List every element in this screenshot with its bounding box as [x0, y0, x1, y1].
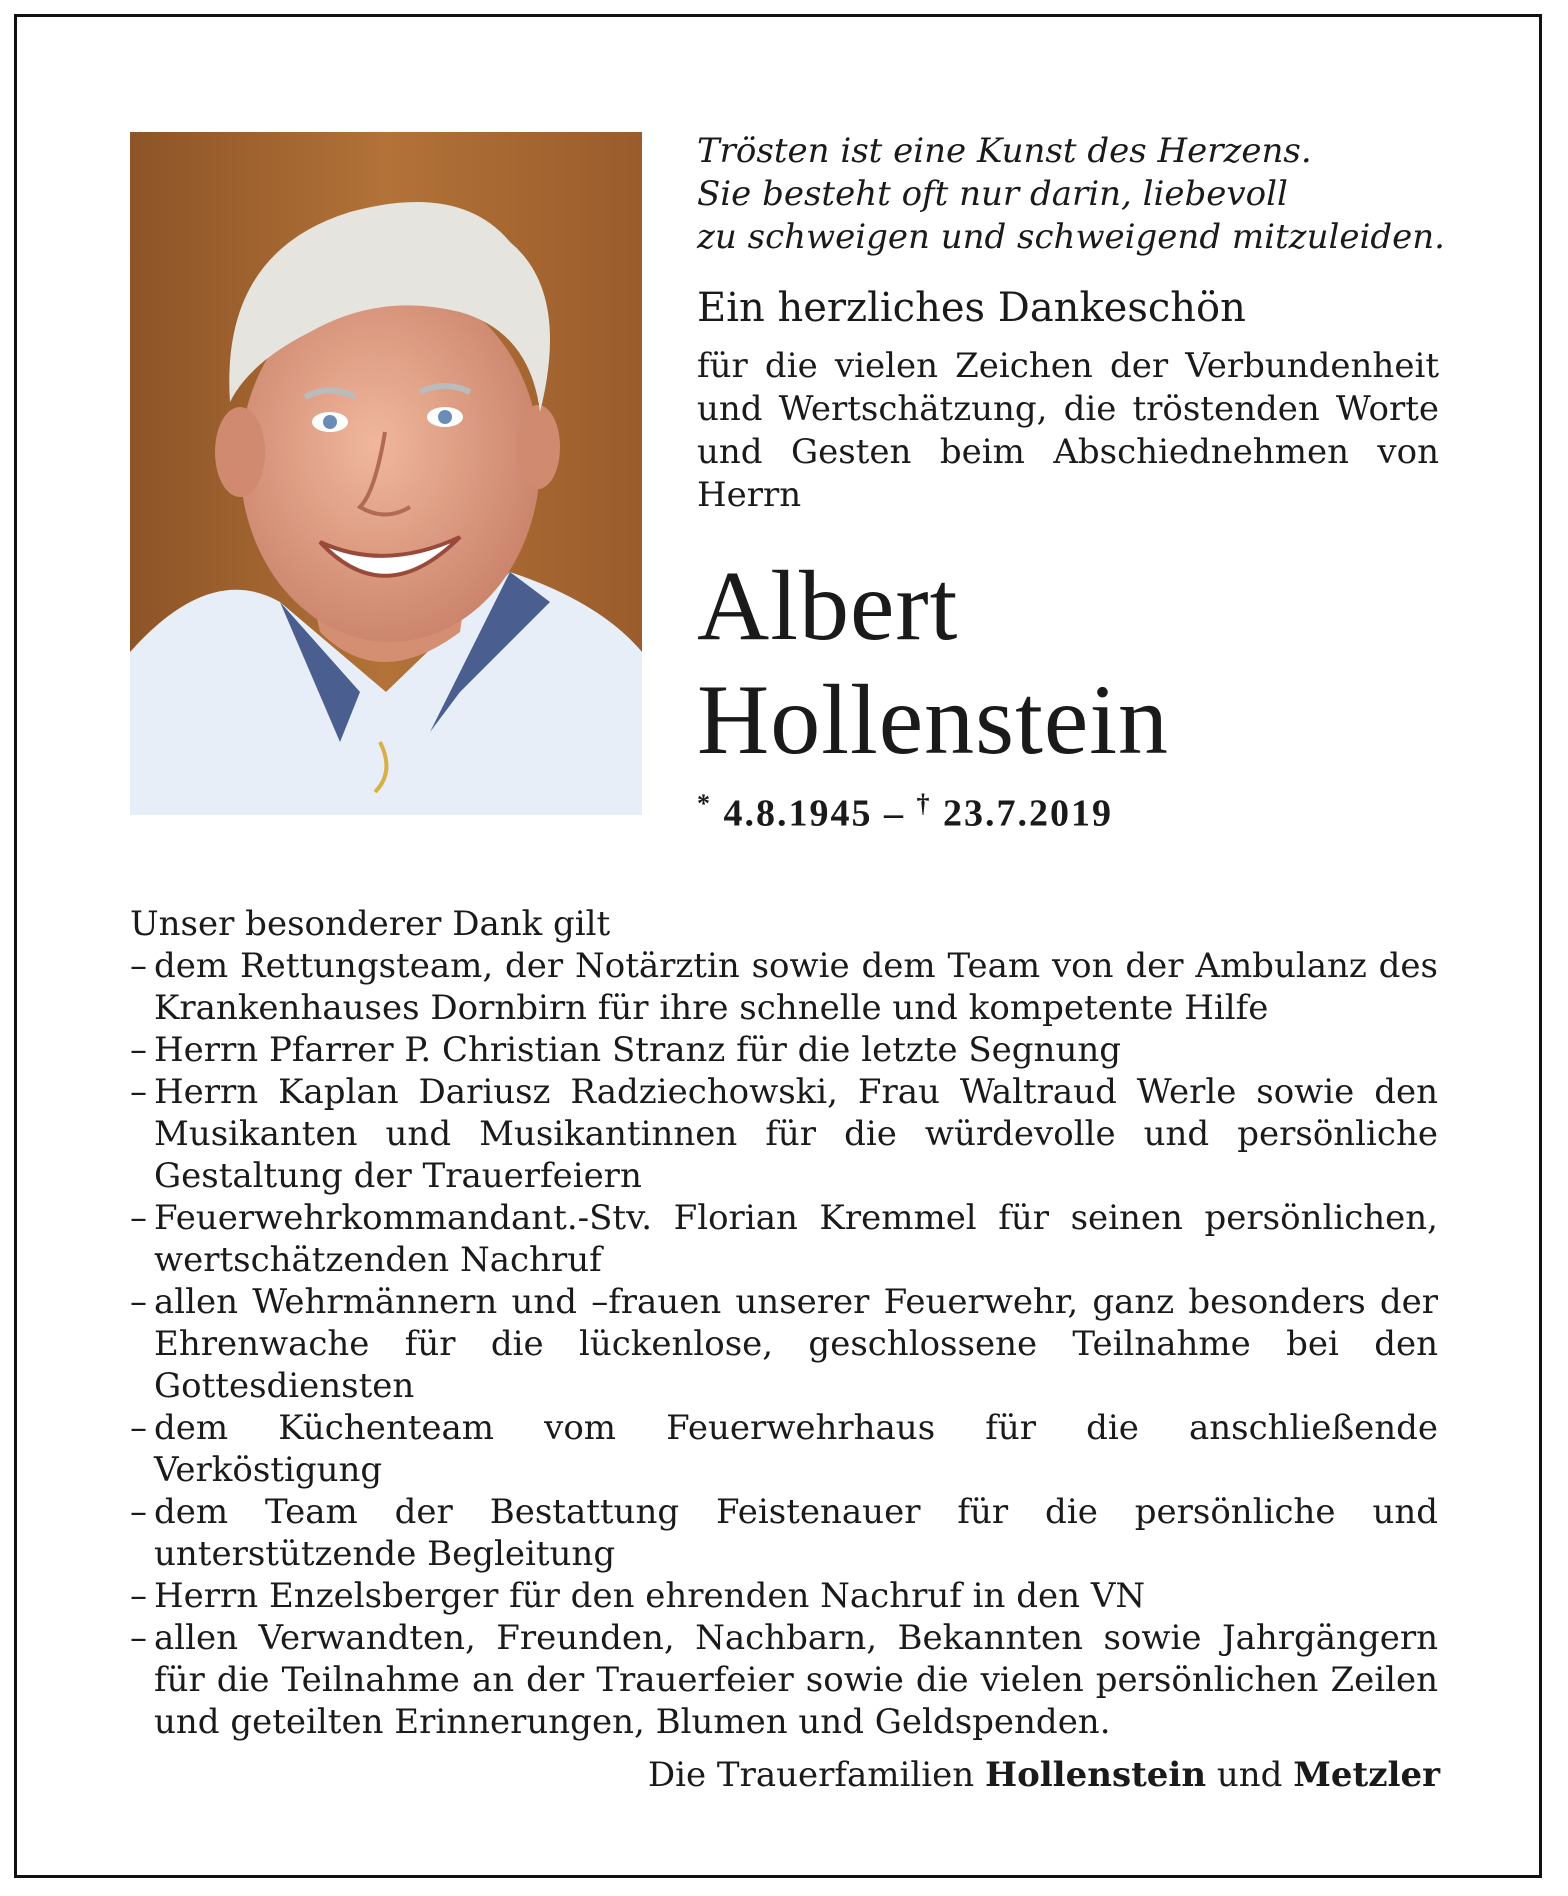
- deceased-name: [697, 549, 1439, 777]
- life-dates: [697, 789, 1439, 836]
- list-item: – dem Rettungsteam, der Notärztin sowie dem Team von der Ambulanz des Krankenhauses Dornbirn für ihre schnelle und kompetente Hilfe: [130, 945, 1438, 1029]
- list-item: – dem Team der Bestattung Feistenauer für die persönliche und unterstützende Begleitung: [130, 1491, 1438, 1575]
- quote-line: Trösten ist eine Kunst des Herzens.: [697, 131, 1312, 171]
- list-item: – dem Küchenteam vom Feuerwehrhaus für die anschließende Verköstigung: [130, 1407, 1438, 1491]
- death-date: 23.7.2019: [943, 792, 1113, 835]
- list-item: – Herrn Kaplan Dariusz Radziechowski, Frau Waltraud Werle sowie den Musikanten und Musikantinnen für die würdevolle und persönliche Gestaltung der Trauerfeiern: [130, 1071, 1438, 1197]
- first-name: Albert: [697, 550, 959, 661]
- signature-conjunction: und: [1216, 1755, 1283, 1795]
- quote: [697, 130, 1445, 259]
- list-item: – allen Wehrmännern und –frauen unserer Feuerwehr, ganz besonders der Ehrenwache für die lückenlose, geschlossene Teilnahme bei den Gottesdiensten: [130, 1281, 1438, 1407]
- list-item: – Feuerwehrkommandant.-Stv. Florian Kremmel für seinen persönlichen, wertschätzenden Nachruf: [130, 1197, 1438, 1281]
- portrait-photo: [130, 132, 642, 815]
- list-item: – Herrn Pfarrer P. Christian Stranz für die letzte Segnung: [130, 1029, 1438, 1071]
- thanks-list: [130, 945, 1438, 1743]
- thanks-intro: Unser besonderer Dank gilt: [130, 904, 611, 944]
- birth-date: 4.8.1945: [723, 792, 873, 835]
- list-item: – Herrn Enzelsberger für den ehrenden Nachruf in den VN: [130, 1575, 1438, 1617]
- birth-symbol: *: [697, 789, 712, 818]
- last-name: Hollenstein: [697, 664, 1170, 775]
- list-item: – allen Verwandten, Freunden, Nachbarn, Bekannten sowie Jahrgängern für die Teilnahme an der Trauerfeier sowie die vielen persönlichen Zeilen und geteilten Erinnerungen, Blumen und Geldspenden.: [130, 1617, 1438, 1743]
- signature-prefix: Die Trauerfamilien: [647, 1755, 975, 1795]
- family-name-1: Hollenstein: [984, 1755, 1207, 1795]
- quote-line: zu schweigen und schweigend mitzuleiden.: [697, 217, 1445, 257]
- intro-paragraph: für die vielen Zeichen der Verbundenheit und Wertschätzung, die tröstenden Worte und Gesten beim Abschiednehmen von Herrn: [697, 346, 1439, 515]
- iris-right-shape: [438, 410, 452, 424]
- header-text: [697, 130, 1445, 836]
- death-symbol: †: [916, 789, 932, 818]
- thank-you-heading: Ein herzliches Dankeschön: [697, 285, 1246, 331]
- iris-left-shape: [323, 415, 337, 429]
- signature: [648, 1755, 1440, 1795]
- ear-left-shape: [215, 407, 265, 497]
- date-separator: –: [884, 792, 905, 835]
- ear-right-shape: [516, 405, 560, 489]
- thanks-section: [130, 903, 1438, 1743]
- portrait-illustration: [130, 132, 642, 815]
- family-name-2: Metzler: [1293, 1755, 1440, 1795]
- quote-line: Sie besteht oft nur darin, liebevoll: [697, 174, 1288, 214]
